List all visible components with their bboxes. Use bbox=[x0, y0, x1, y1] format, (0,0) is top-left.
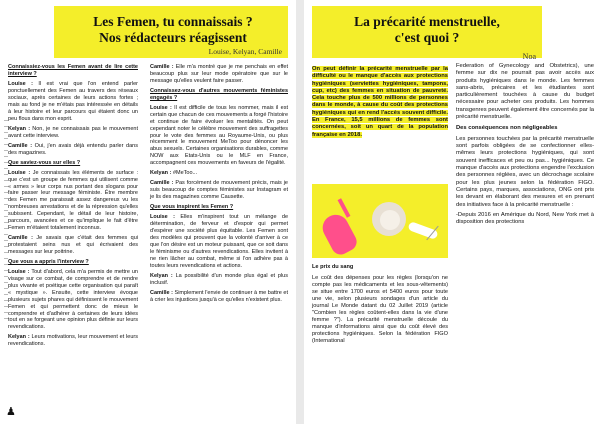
answer bbox=[8, 334, 138, 348]
answer bbox=[8, 126, 138, 140]
answer-text: Pas forcément de mouvement précis, mais je suis beaucoup de comptes féministes sur Instagram et je lis des magazines comme Causette. bbox=[150, 180, 288, 201]
answer bbox=[150, 170, 288, 177]
article-column-1 bbox=[312, 66, 448, 139]
speaker-name: Louise : bbox=[8, 269, 30, 276]
answer bbox=[150, 214, 288, 269]
article-author: Noa bbox=[522, 52, 536, 61]
answer-text: Je connaissais les éléments de surface : que c'est un groupe de femmes qui utilisent comme « armes » leur corps nus portant des slogans pour faire passer leur message féministe. Être membre des Femen me paraissait assez dangereux vu les nombreuses arrestations et de la répression qu'elles subissent. Cependant, le détail de leur histoire, parcours, avancées et ce qu'implique le fait d'être Femen m'étaient totalement inconnus. bbox=[8, 169, 138, 231]
answer-text: Il est vrai que l'on entend parler ponctuellement des Femen au travers des réseaux sociaux, après certaines de leurs actions fortes ; mais au fond je ne m'étais pas intéressée en détails à leur histoire et leur parcours qui étaient donc un peu flous dans mon esprit. bbox=[8, 81, 138, 122]
speaker-name: Camille : bbox=[150, 180, 174, 187]
left-page bbox=[0, 0, 296, 424]
speaker-name: Louise : bbox=[150, 104, 172, 111]
title-banner bbox=[54, 6, 288, 58]
interview-column-2 bbox=[150, 64, 288, 307]
speaker-name: Camille : bbox=[8, 142, 33, 149]
speaker-name: Louise : bbox=[8, 169, 31, 176]
bullet-text: -Depuis 2016 en Amérique du Nord, New York met à disposition des protections bbox=[456, 212, 594, 226]
question: Que vous a appris l'interview ? bbox=[8, 258, 89, 265]
answer-text: Oui, j'en avais déjà entendu parler dans des magazines. bbox=[8, 142, 138, 156]
caption: Le prix du sang bbox=[312, 264, 354, 270]
question: Connaissez-vous d'autres mouvements féministes engagés ? bbox=[150, 87, 288, 101]
question: Que saviez-vous sur elles ? bbox=[8, 159, 81, 166]
speaker-name: Camille : bbox=[150, 289, 173, 296]
answer-text: Leurs motivations, leur mouvement et leurs revendications. bbox=[8, 334, 138, 348]
article-title-line-2: c'est quoi ? bbox=[394, 30, 460, 45]
answer-text: Elle m'a montré que je me penchais en effet beaucoup plus sur leur mode opératoire que sur le message qu'elles veulent faire passer. bbox=[150, 64, 288, 84]
answer bbox=[8, 81, 138, 122]
page-title bbox=[64, 14, 282, 46]
article-title bbox=[318, 14, 536, 46]
speaker-name: Louise : bbox=[8, 81, 33, 87]
body-text-3: Les personnes touchées par la précarité menstruelle sont parfois obligées de se confectionner elles-mêmes leurs protections hygiéniques, qui sont souvent inefficaces et peu ou pas... hygiéniques. Ce manque d'accès aux protections engendre l'exclusion des personnes réglées, avec un décrochage scolaire pour les plus jeunes selon la fédération FIGO. Certains pays, marques, associations, ONG ont pris les devant en élaborant des mesures et en prenant des initiatives face à la précarité menstruelle : bbox=[456, 135, 594, 208]
title-line-2: Nos rédacteurs réagissent bbox=[99, 30, 247, 45]
speaker-name: Kelyan : bbox=[150, 170, 172, 177]
menstrual-cup bbox=[318, 210, 360, 258]
answer bbox=[150, 105, 288, 167]
speaker-name: Kelyan : bbox=[8, 125, 31, 132]
title-line-1: Les Femen, tu connaissais ? bbox=[93, 14, 253, 29]
answer-text: Tout d'abord, cela m'a permis de mettre un visage sur ce combat, de comprendre et de rendre plus vivante et poétique cette organisation qui paraît « mystique ». Ensuite, cette interview évoque plusieurs sujets phares qui définissent le mouvement Femen et qui permettent donc de mieux le comprendre et d'adhérer à certaines de leurs idées tout en se forgeant une opinion plus définie sur leurs revendications. bbox=[8, 269, 138, 331]
answer bbox=[8, 269, 138, 331]
answer-text: La possibilité d'un monde plus égal et plus inclusif. bbox=[150, 272, 288, 286]
interview-column-1 bbox=[8, 64, 138, 351]
speaker-name: Camille : bbox=[150, 64, 174, 70]
answer-text: Simplement l'envie de continuer à me battre et à crier les injustices jusqu'à ce qu'elles n'existent plus. bbox=[150, 289, 288, 303]
answer-text: #MeToo... bbox=[172, 170, 198, 177]
pad-center bbox=[380, 210, 400, 230]
answer bbox=[150, 290, 288, 304]
answer bbox=[8, 235, 138, 256]
speaker-name: Kelyan : bbox=[150, 272, 173, 279]
answer bbox=[8, 143, 138, 157]
answer-text: Non, je ne connaissais pas le mouvement avant cette interview. bbox=[8, 125, 138, 139]
answer bbox=[8, 170, 138, 232]
speaker-name: Kelyan : bbox=[8, 334, 30, 341]
subheading: Des conséquences non négligeables bbox=[456, 125, 558, 132]
title-banner-right bbox=[312, 6, 542, 61]
caption-block bbox=[312, 264, 448, 345]
menstrual-products-photo bbox=[312, 184, 448, 258]
answer bbox=[150, 180, 288, 201]
article-column-2 bbox=[456, 63, 594, 230]
speaker-name: Louise : bbox=[150, 214, 175, 221]
answer-text: Il est difficile de tous les nommer, mais il est certain que chacun de ces mouvements a forgé l'histoire et continue de faire évoluer les mentalités. On peut cependant noter le célèbre mouvement des suffragettes pour le vote des femmes au Royaume-Unis, ou plus récemment le mouvement MeToo pour dénoncer les abus sexuels. Certaines organisations durables, comme NOW aux Etats-Unis ou le MLF en France, accompagnent ces mouvements en faveurs de l'égalité. bbox=[150, 104, 288, 167]
answer bbox=[150, 273, 288, 287]
right-page bbox=[304, 0, 600, 424]
answer-text: Je savais que c'était des femmes qui protestaient seins nus et qui écrivaient des messages sur leur poitrine. bbox=[8, 235, 138, 255]
article-title-line-1: La précarité menstruelle, bbox=[354, 14, 500, 29]
speaker-name: Camille : bbox=[8, 235, 33, 242]
page-gutter bbox=[296, 0, 304, 424]
authors: Louise, Kelyan, Camille bbox=[208, 47, 282, 56]
body-text-1: Le coût des dépenses pour les règles (lorsqu'on ne compte pas les médicaments et les sous-vêtements) se situe entre 1700 euros et 5400 euros pour toute une vie, selon plusieurs sondages d'un article du journal Le Monde datant du 02 Juillet 2019 (article "Combien les règles coûtent-elles dans la vie d'une femme ?"). La précarité menstruelle découle du manque d'informations ainsi que du coût élevé des protections hygiéniques. Selon la fédération FIGO (International bbox=[312, 275, 448, 344]
chess-piece-icon: ♟ bbox=[6, 406, 16, 418]
question: Que vous inspirent les Femen ? bbox=[150, 204, 234, 211]
body-text-2: Federation of Gynecology and Obstetrics), une femme sur dix ne pourrait pas avoir accès aux produits hygiéniques dans le monde. Les femmes sans-abris, précaires et les étudiantes sont particulièrement touchées à cause du budget nécessaire pour acheter ces produits. Les hommes transgenres peuvent également être concernés par la précarité menstruelle. bbox=[456, 63, 594, 121]
question: Connaissiez-vous les Femen avant de lire cette interview ? bbox=[8, 64, 138, 77]
intro-highlight: On peut définir la précarité menstruelle par la difficulté ou le manque d'accès aux protections hygiéniques (serviettes hygiéniques, tampons, cup, etc) des femmes en situation de pauvreté. Cela touche plus de 500 millions de personnes dans le monde, à cause du coût des protections hygiéniques qui en rend l'accès souvent difficile. En France, 15,5 millions de femmes sont concernées, soit un quart de la population française en 2018. bbox=[312, 66, 448, 138]
answer bbox=[150, 64, 288, 85]
answer-text: Elles m'inspirent tout un mélange de détermination, de ferveur et d'espoir qui permet d'espérer une société plus équitable. Les Femen sont des modèles qui prouvent que la volonté d'arriver à ce que l'on désire est un moteur puissant, que ce soit dans le féminisme ou d'autres revendications. Elles invitent à ne rien lâcher au combat, même si l'on adhère pas à toutes leurs revendications et actions. bbox=[150, 214, 288, 269]
